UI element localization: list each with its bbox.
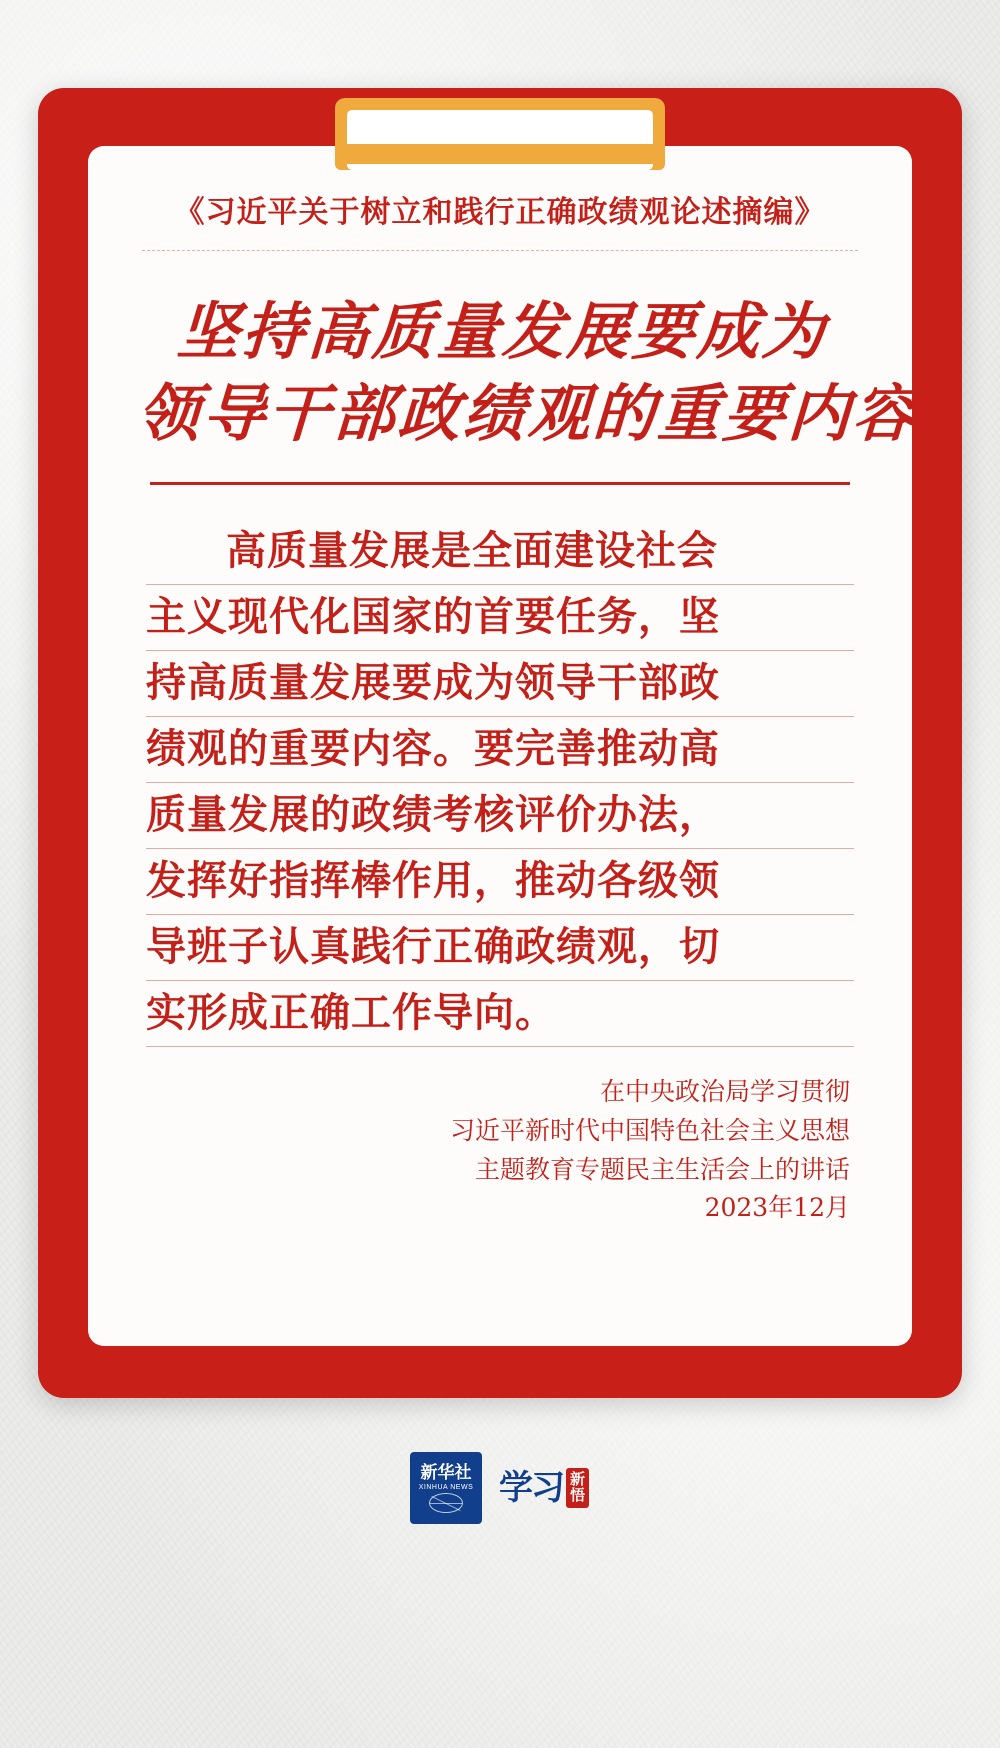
quote-line: 导班子认真践行正确政绩观，切: [146, 915, 854, 981]
source-line: 主题教育专题民主生活会上的讲话: [474, 1154, 850, 1184]
book-title: 《习近平关于树立和践行正确政绩观论述摘编》: [174, 196, 826, 229]
quote-line: 发挥好指挥棒作用，推动各级领: [146, 849, 854, 915]
quote-line: 主义现代化国家的首要任务，坚: [146, 585, 854, 651]
headline-line-2: 领导干部政绩观的重要内容: [136, 376, 920, 450]
quote-line: 持高质量发展要成为领导干部政: [146, 651, 854, 717]
paper-card: [88, 146, 920, 1346]
quote-line: 质量发展的政绩考核评价办法，: [146, 783, 854, 849]
xuexi-logo-stamp: [566, 1468, 589, 1508]
clip-bar: [335, 144, 665, 164]
headline-line-1: 坚持高质量发展要成为: [175, 294, 830, 368]
xuexi-logo-char: 学习: [498, 1468, 563, 1508]
stamp-top: 新: [569, 1470, 585, 1489]
quote-line: 实形成正确工作导向。: [146, 981, 854, 1047]
xinhua-logo-en: XINHUA NEWS: [418, 1483, 474, 1491]
source-line: 习近平新时代中国特色社会主义思想: [449, 1115, 850, 1145]
globe-icon: [429, 1493, 463, 1513]
source-date: 2023年12月: [704, 1193, 850, 1223]
book-title-divider: [142, 250, 858, 251]
source-line: 在中央政治局学习贯彻: [599, 1077, 850, 1107]
xinhua-news-logo: [410, 1452, 482, 1524]
quote-body: [146, 519, 854, 1047]
source-attribution: [140, 1073, 860, 1228]
xinhua-logo-cn: 新华社: [420, 1462, 472, 1482]
headline: [135, 287, 920, 461]
quote-line: 高质量发展是全面建设社会: [146, 519, 854, 585]
headline-divider: [150, 482, 850, 485]
footer-logos: [0, 1452, 1000, 1524]
quote-line: 绩观的重要内容。要完善推动高: [146, 717, 854, 783]
xuexi-logo: [498, 1452, 590, 1524]
stamp-bottom: 悟: [569, 1486, 585, 1504]
poster-board: [38, 88, 962, 1398]
